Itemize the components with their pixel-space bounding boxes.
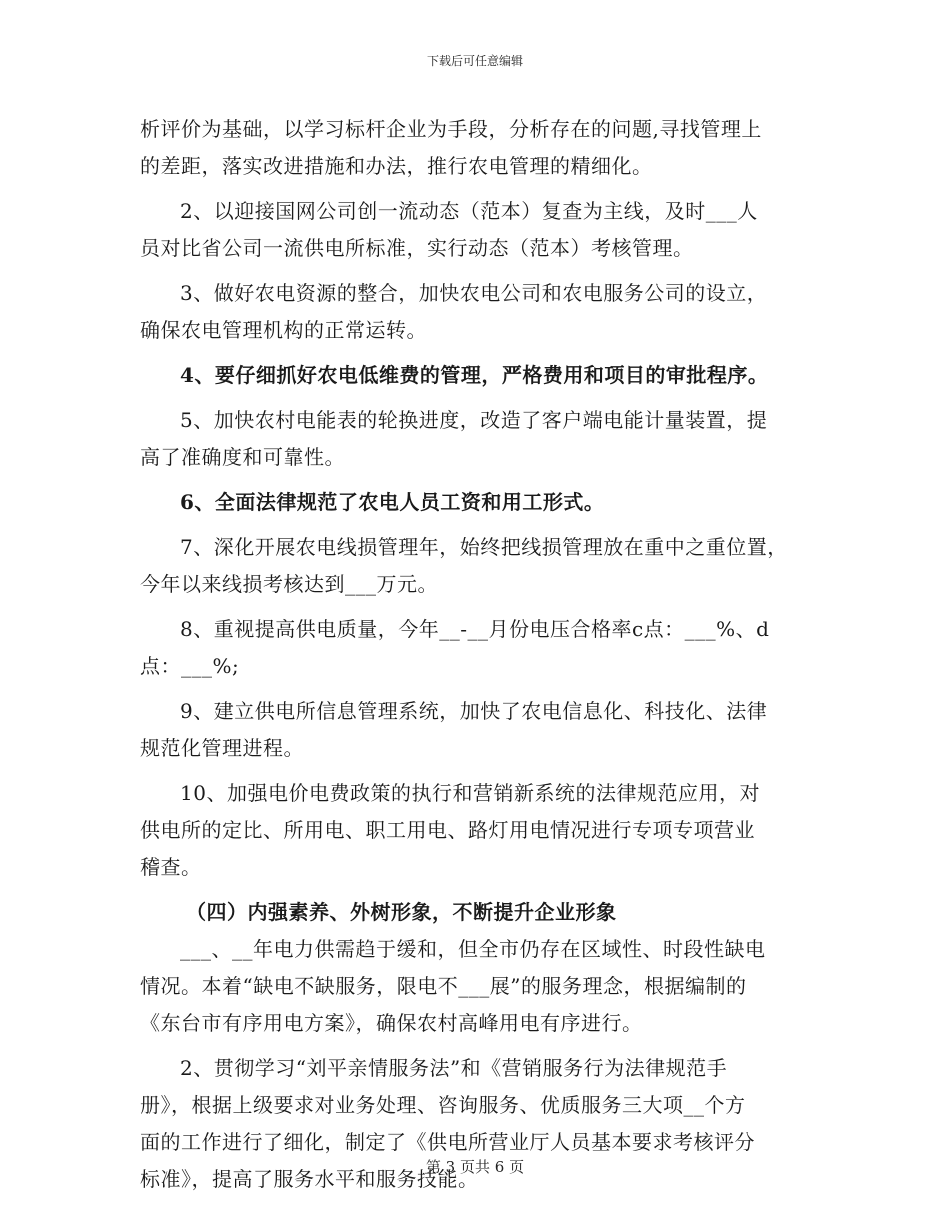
text-line: 8、重视提高供电质量，今年__-__月份电压合格率c点：___%、d <box>180 617 770 641</box>
text-line: 面的工作进行了细化，制定了《供电所营业厅人员基本要求考核评分 <box>140 1130 755 1154</box>
line-gap <box>140 1042 810 1050</box>
text-line: 供电所的定比、所用电、职工用电、路灯用电情况进行专项专项营业 <box>140 818 755 842</box>
text-line: 确保农电管理机构的正常运转。 <box>140 318 427 342</box>
page-header: 下载后可任意编辑 <box>426 54 523 68</box>
text-line: 5、加快农村电能表的轮换进度，改造了客户端电能计量装置，提 <box>180 408 768 432</box>
text-line: 点：___%; <box>140 654 240 678</box>
text-line: 员对比省公司一流供电所标准，实行动态（范本）考核管理。 <box>140 236 694 260</box>
line-gap <box>140 767 810 775</box>
line-gap <box>140 394 810 402</box>
text-line: 2、贯彻学习“刘平亲情服务法”和《营销服务行为法律规范手 <box>180 1056 728 1080</box>
text-line: 3、做好农电资源的整合，加快农电公司和农电服务公司的设立， <box>180 281 768 305</box>
page-footer: 第 3 页共 6 页 <box>425 1158 525 1176</box>
text-line: 情况。本着“缺电不缺服务，限电不___展”的服务理念，根据编制的 <box>140 974 747 998</box>
line-gap <box>140 476 810 484</box>
line-gap <box>140 349 810 357</box>
text-line: 析评价为基础，以学习标杆企业为手段，分析存在的问题,寻找管理上 <box>140 117 762 141</box>
text-line: 高了准确度和可靠性。 <box>140 445 345 469</box>
text-line: 册》，根据上级要求对业务处理、咨询服务、优质服务三大项__个方 <box>140 1093 746 1117</box>
line-gap <box>140 521 810 529</box>
document-body <box>140 111 810 1198</box>
text-line: 10、加强电价电费政策的执行和营销新系统的法律规范应用，对 <box>180 781 760 805</box>
text-line: 稽查。 <box>140 855 202 879</box>
text-line: 今年以来线损考核达到___万元。 <box>140 572 438 596</box>
text-line: 标准》，提高了服务水平和服务技能。 <box>140 1167 479 1191</box>
text-line: 规范化管理进程。 <box>140 736 304 760</box>
bold-text-line: 6、全面法律规范了农电人员工资和用工形式。 <box>180 490 605 514</box>
text-line: 《东台市有序用电方案》，确保农村高峰用电有序进行。 <box>140 1011 643 1035</box>
text-line: 9、建立供电所信息管理系统，加快了农电信息化、科技化、法律 <box>180 699 768 723</box>
text-line: 2、以迎接国网公司创一流动态（范本）复查为主线，及时___人 <box>180 199 758 223</box>
line-gap <box>140 603 810 611</box>
line-gap <box>140 267 810 275</box>
text-line: ___、__年电力供需趋于缓和，但全市仍存在区域性、时段性缺电 <box>180 937 766 961</box>
text-line: 7、深化开展农电线损管理年，始终把线损管理放在重中之重位置， <box>180 535 788 559</box>
bold-text-line: （四）内强素养、外树形象，不断提升企业形象 <box>186 900 617 924</box>
line-gap <box>140 185 810 193</box>
line-gap <box>140 685 810 693</box>
line-gap <box>140 886 810 894</box>
text-line: 的差距，落实改进措施和办法，推行农电管理的精细化。 <box>140 154 653 178</box>
bold-text-line: 4、要仔细抓好农电低维费的管理，严格费用和项目的审批程序。 <box>180 363 769 387</box>
